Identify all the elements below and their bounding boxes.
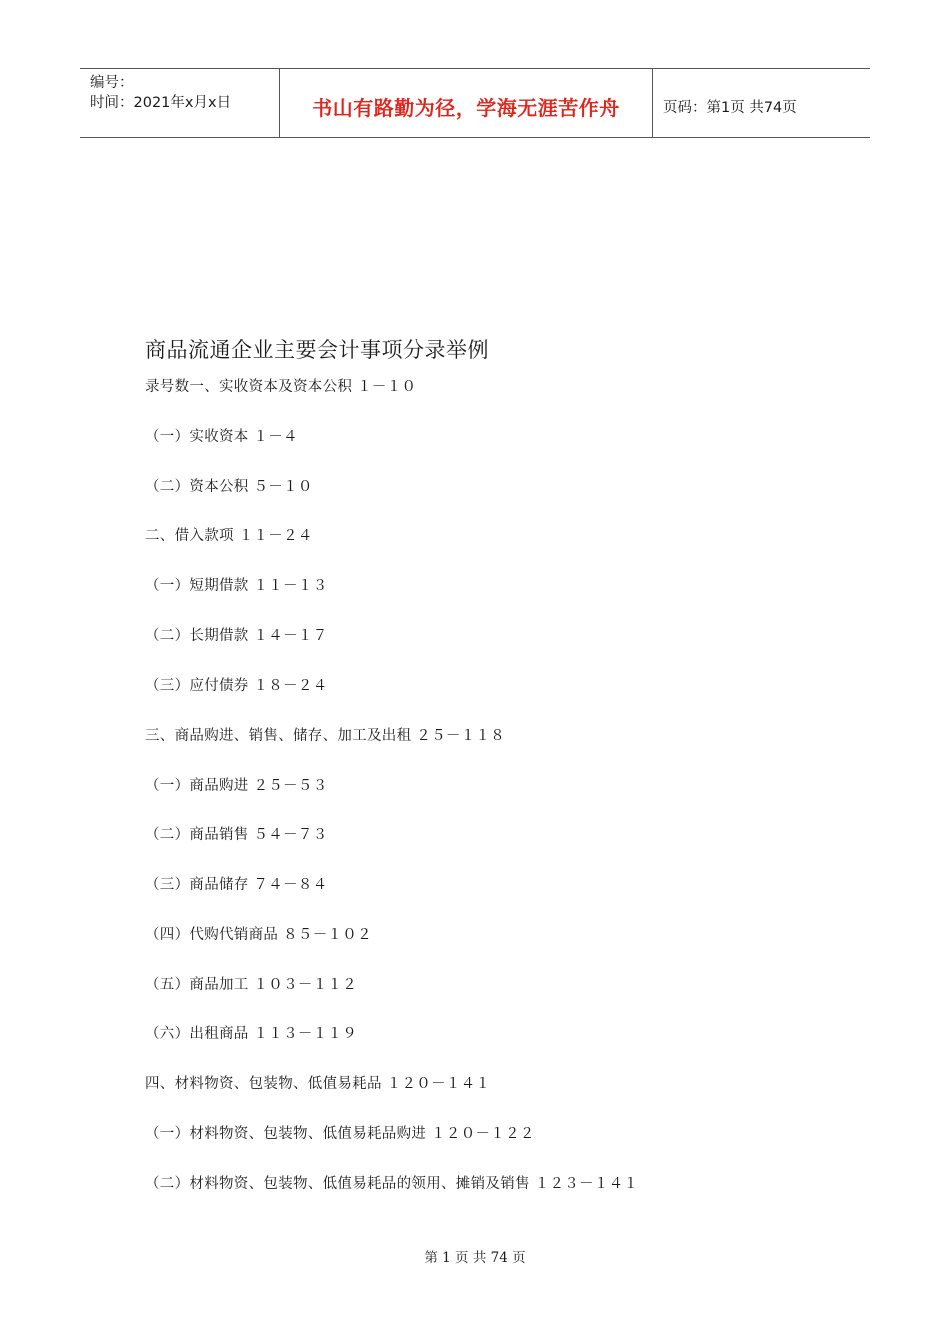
page-header — [80, 68, 870, 138]
toc-line: （四）代购代销商品 ８５－１０２ — [145, 927, 372, 943]
toc-line: （一）实收资本 １－４ — [145, 429, 298, 445]
header-page-info: 页码：第1页 共74页 — [663, 99, 797, 116]
toc-line: （一）短期借款 １１－１３ — [145, 578, 328, 594]
toc-line: （一）材料物资、包装物、低值易耗品购进 １２０－１２２ — [145, 1126, 535, 1142]
document-title: 商品流通企业主要会计事项分录举例 — [145, 338, 489, 362]
page-footer: 第 1 页 共 74 页 — [424, 1250, 526, 1266]
toc-line: （二）长期借款 １４－１７ — [145, 628, 328, 644]
number-label: 编号： — [90, 75, 134, 91]
header-meta — [80, 69, 280, 137]
toc-line: 四、材料物资、包装物、低值易耗品 １２０－１４１ — [145, 1076, 491, 1092]
toc-line: （二）资本公积 ５－１０ — [145, 479, 313, 495]
toc-line: （五）商品加工 １０３－１１２ — [145, 977, 358, 993]
toc-line: 三、商品购进、销售、储存、加工及出租 ２５－１１８ — [145, 728, 506, 744]
header-motto: 书山有路勤为径，学海无涯苦作舟 — [280, 69, 653, 137]
time-label: 时间：2021年x月x日 — [90, 95, 232, 111]
toc-line: 二、借入款项 １１－２４ — [145, 528, 313, 544]
toc-line: （三）商品储存 ７４－８４ — [145, 877, 328, 893]
toc-line: （一）商品购进 ２５－５３ — [145, 778, 328, 794]
toc-line: （三）应付债券 １８－２４ — [145, 678, 328, 694]
toc-line: （二）商品销售 ５４－７３ — [145, 827, 328, 843]
toc-line: （二）材料物资、包装物、低值易耗品的领用、摊销及销售 １２３－１４１ — [145, 1176, 639, 1192]
toc-line: 录号数一、实收资本及资本公积 １－１０ — [145, 379, 417, 395]
toc-line: （六）出租商品 １１３－１１９ — [145, 1026, 358, 1042]
